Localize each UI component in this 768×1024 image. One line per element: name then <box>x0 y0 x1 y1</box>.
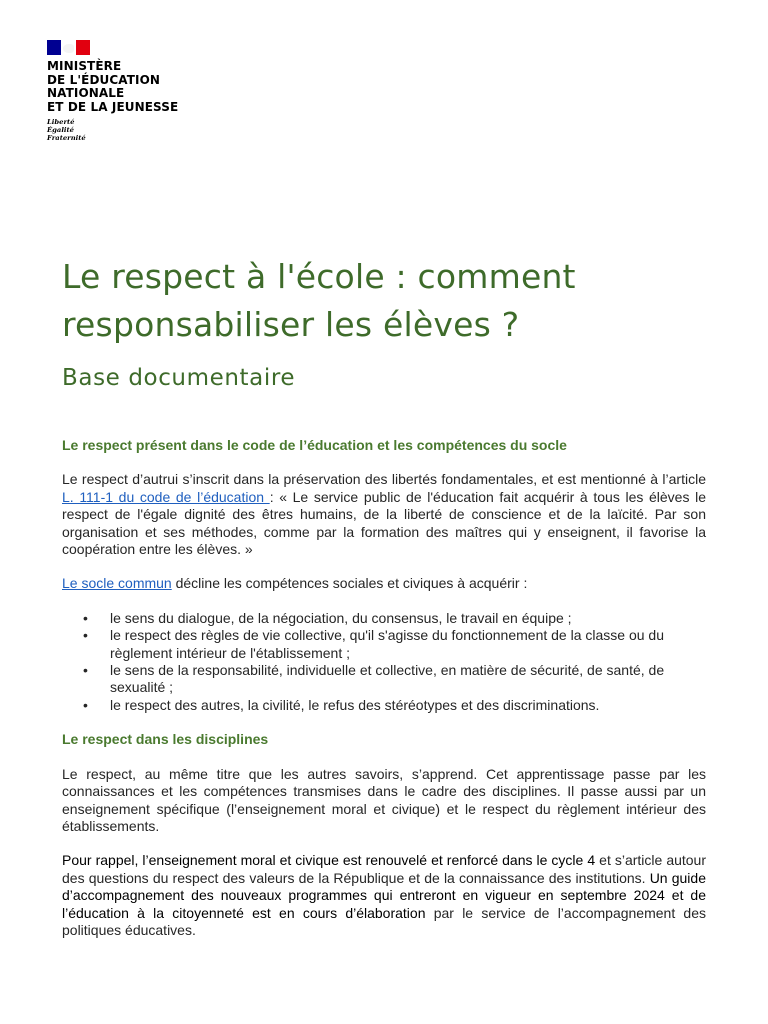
motto-line: Liberté <box>47 118 75 127</box>
flag-blue-band <box>47 40 61 55</box>
ministry-line: NATIONALE <box>47 86 125 101</box>
paragraph-article <box>62 471 706 558</box>
ministry-line: ET DE LA JEUNESSE <box>47 99 179 114</box>
article-l111-1-link[interactable]: L. 111-1 du code de l’éducation <box>62 488 270 505</box>
list-item: • le respect des autres, la civilité, le refus des stéréotypes et des discriminations. <box>62 697 706 714</box>
paragraph-text: par le service de l’accompagnement des politiques éducatives. <box>62 904 707 938</box>
paragraph-socle <box>62 575 706 592</box>
section-heading-code: Le respect présent dans le code de l’éducation et les compétences du socle <box>62 437 567 453</box>
highlighted-text: Pour rappel, l’enseignement moral et civique est renouvelé et renforcé dans le cycle 4 <box>62 852 596 869</box>
motto-line: Égalité <box>47 126 74 135</box>
ministry-logo <box>47 40 267 142</box>
paragraph-text: : « Le service public de l'éducation fait acquérir à tous les élèves le respect de l'égale dignité des êtres humains, de la liberté de conscience et de la laïcité. Par son organisation et ses méthodes, comme par la formation des maîtres qui y enseignent, il favorise la coopération entre les élèves. » <box>62 488 707 558</box>
marianne-flag-icon <box>47 40 90 55</box>
socle-commun-link[interactable]: Le socle commun <box>62 575 172 592</box>
list-item: • le sens de la responsabilité, individuelle et collective, en matière de sécurité, de santé, de sexualité ; <box>62 662 706 697</box>
flag-white-band <box>61 40 76 55</box>
document-subtitle: Base documentaire <box>62 365 296 391</box>
list-item: • le sens du dialogue, de la négociation, du consensus, le travail en équipe ; <box>62 610 706 627</box>
list-item: • le respect des règles de vie collective, qu'il s'agisse du fonctionnement de la classe ou du règlement intérieur de l'établissement ; <box>62 627 706 662</box>
paragraph-emc <box>62 852 706 939</box>
highlighted-text: Un guide d’accompagnement des nouveaux programmes qui entreront en vigueur en septembre 2024 et de l’éducation à la citoyenneté est en cours d’élaboration <box>62 869 706 921</box>
republic-motto <box>47 118 267 142</box>
ministry-line: DE L'ÉDUCATION <box>47 72 161 87</box>
paragraph-text: et s’article autour des questions du respect des valeurs de la République et de la connaissance des institutions. <box>62 852 707 886</box>
motto-line: Fraternité <box>47 134 86 143</box>
ministry-name <box>47 60 267 114</box>
paragraph-disciplines: Le respect, au même titre que les autres savoirs, s’apprend. Cet apprentissage passe par les connaissances et les compétences transmises dans le cadre des disciplines. Il passe aussi par un enseignement spécifique (l’enseignement moral et civique) et le respect du règlement intérieur des établissements. <box>62 765 706 834</box>
document-body <box>62 437 706 939</box>
section-heading-disciplines: Le respect dans les disciplines <box>62 731 269 748</box>
document-title: Le respect à l'école : comment responsabiliser les élèves ? <box>62 257 576 344</box>
ministry-line: MINISTÈRE <box>47 59 122 73</box>
paragraph-text: décline les compétences sociales et civiques à acquérir : <box>171 575 528 592</box>
paragraph-text: Le respect d’autrui s’inscrit dans la préservation des libertés fondamentales, et est mentionné à l’article <box>62 471 706 488</box>
flag-red-band <box>76 40 90 55</box>
competences-list <box>62 610 706 714</box>
